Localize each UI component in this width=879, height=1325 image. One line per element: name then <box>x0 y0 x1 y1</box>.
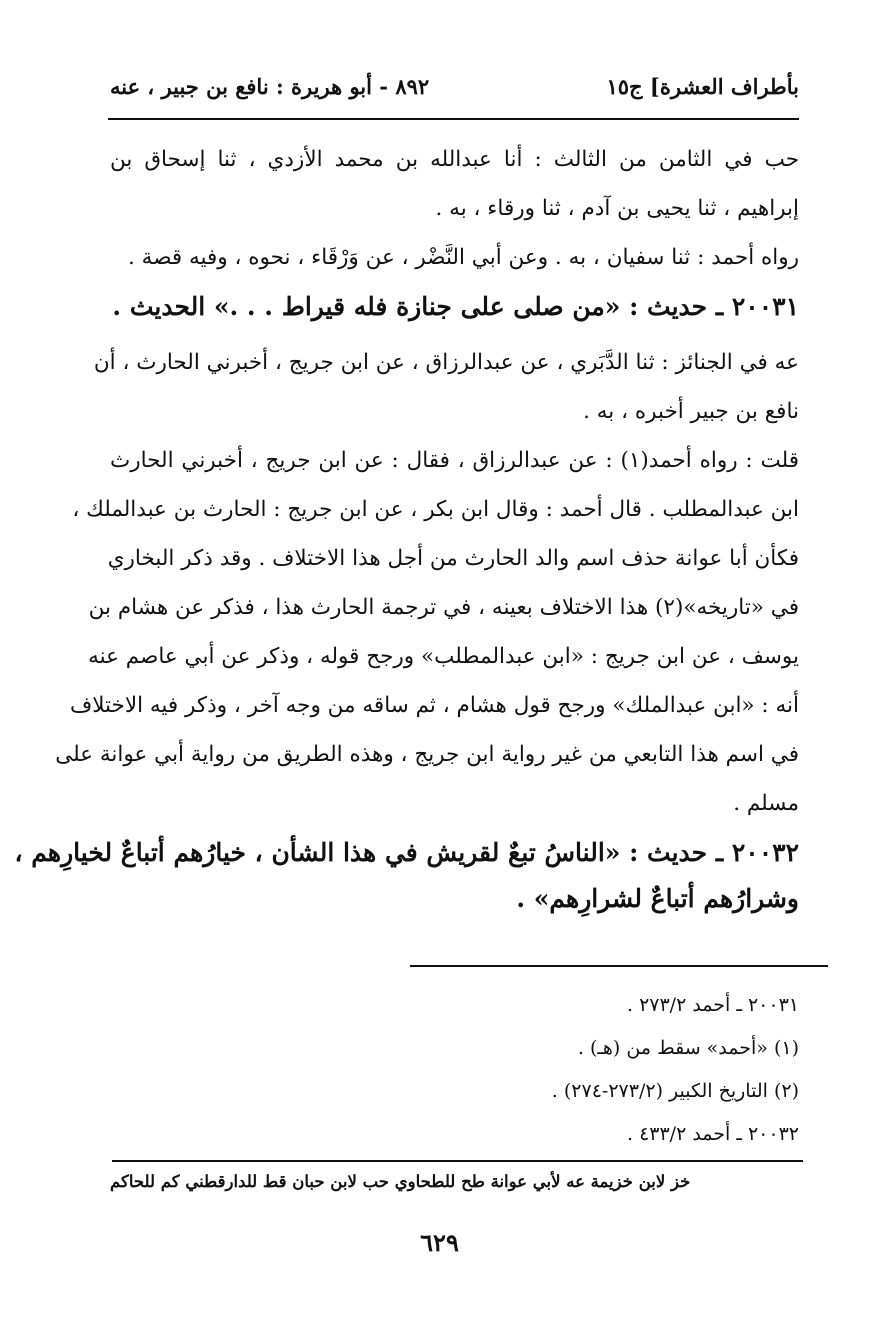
text-line: في «تاريخه»(٢) هذا الاختلاف بعينه ، في ترجمة الحارث هذا ، فذكر عن هشام بن <box>88 595 799 620</box>
text-line: نافع بن جبير أخبره ، به . <box>583 399 799 424</box>
text-line: أنه : «ابن عبدالملك» ورجح قول هشام ، ثم ساقه من وجه آخر ، وذكر فيه الاختلاف <box>69 693 799 718</box>
text-line: مسلم . <box>733 791 799 816</box>
text-line: ابن عبدالمطلب . قال أحمد : وقال ابن بكر ، عن ابن جريج : الحارث بن عبدالملك ، <box>72 497 799 522</box>
main-text <box>14 138 799 923</box>
text-line: فكأن أبا عوانة حذف اسم والد الحارث من أجل هذا الاختلاف . وقد ذكر البخاري <box>107 546 799 571</box>
footnotes <box>300 985 799 1157</box>
text-line: قلت : رواه أحمد(١) : عن عبدالرزاق ، فقال : عن ابن جريج ، أخبرني الحارث <box>110 448 799 473</box>
footnote: ٢٠٠٣١ ـ أحمد ٢٧٣/٢ . <box>626 994 799 1016</box>
footnote: (١) «أحمد» سقط من (هـ) . <box>577 1037 799 1059</box>
text-line: وشرارُهم أتباعٌ لشرارِهم» . <box>516 884 799 913</box>
text-line: حب في الثامن من الثالث : أنا عبدالله بن محمد الأزدي ، ثنا إسحاق بن <box>110 147 799 172</box>
abbreviations-divider <box>112 1160 803 1162</box>
hadith-heading-20032: ٢٠٠٣٢ ـ حديث : «الناسُ تبعٌ لقريش في هذا الشأن ، خيارُهم أتباعٌ لخيارِهم ، <box>14 838 799 867</box>
page-number: ٦٢٩ <box>420 1228 459 1257</box>
header-section-title: ٨٩٢ - أبو هريرة : نافع بن جبير ، عنه <box>110 73 430 99</box>
text-line: عه في الجنائز : ثنا الدَّبَري ، عن عبدالرزاق ، عن ابن جريج ، أخبرني الحارث ، أن <box>93 350 799 375</box>
header-book-title: بأطراف العشرة] ج١٥ <box>606 73 799 99</box>
hadith-heading-20031: ٢٠٠٣١ ـ حديث : «من صلى على جنازة فله قيراط . . .» الحديث . <box>112 292 799 321</box>
abbreviations-key: خز لابن خزيمة عه لأبي عوانة طح للطحاوي حب لابن حبان قط للدارقطني كم للحاكم <box>110 1172 691 1191</box>
header-divider <box>108 118 799 120</box>
text-line: إبراهيم ، ثنا يحيى بن آدم ، ثنا ورقاء ، به . <box>435 196 799 221</box>
text-line: في اسم هذا التابعي من غير رواية ابن جريج ، وهذه الطريق من رواية أبي عوانة على <box>55 742 799 767</box>
page-header <box>110 66 799 106</box>
text-line: يوسف ، عن ابن جريج : «ابن عبدالمطلب» ورجح قوله ، وذكر عن أبي عاصم عنه <box>88 644 799 669</box>
text-line: رواه أحمد : ثنا سفيان ، به . وعن أبي النَّضْر ، عن وَرْقَاء ، نحوه ، وفيه قصة . <box>128 245 799 270</box>
footnote: (٢) التاريخ الكبير (٢٧٣/٢-٢٧٤) . <box>551 1080 799 1102</box>
footnote: ٢٠٠٣٢ ـ أحمد ٤٣٣/٢ . <box>626 1123 799 1145</box>
footnote-divider <box>410 965 828 967</box>
